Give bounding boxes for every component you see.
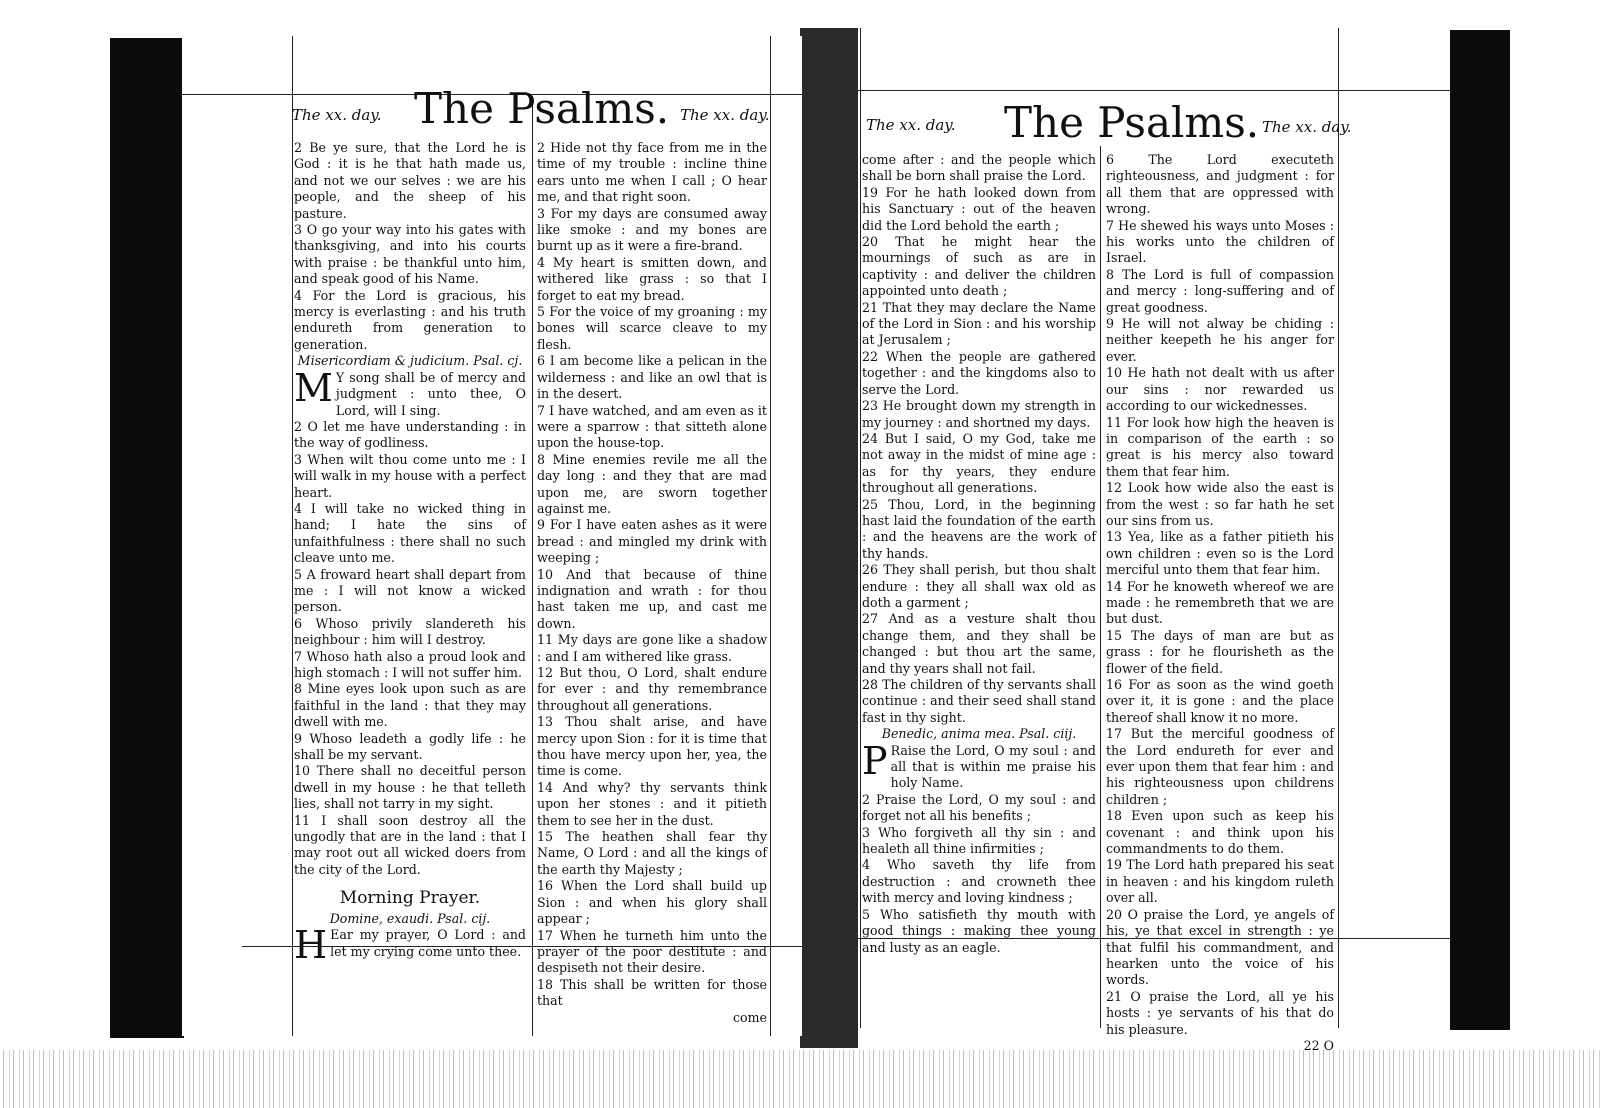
running-head-right: The xx. day. [1262,118,1352,136]
verse: 4 My heart is smitten down, and withered like grass : so that I forget to eat my bread. [537,254,767,303]
verse: 23 He brought down my strength in my journey : and shortned my days. [862,398,1096,430]
column-rule-right [770,36,771,1036]
running-head-left: The xx. day. [866,116,956,134]
verse: 21 That they may declare the Name of the Lord in Sion : and his worship at Jerusalem ; [862,299,1096,348]
verse: 10 And that because of thine indignation and wrath : for thou hast taken me up, and cast me down. [537,566,767,631]
verse: 19 For he hath looked down from his Sanctuary : out of the heaven did the Lord behold the earth ; [862,184,1096,233]
right-column-2 [1106,152,1334,1054]
verse: 5 A froward heart shall depart from me : I will not know a wicked person. [294,566,526,615]
running-head-left: The xx. day. [292,106,382,124]
verse: 14 For he knoweth whereof we are made : he remembreth that we are but dust. [1106,578,1334,627]
verse: 15 The days of man are but as grass : for he flourisheth as the flower of the field. [1106,627,1334,676]
column-rule-middle [532,98,533,1036]
column-rule-outer [292,36,293,1036]
verse: 9 For I have eaten ashes as it were bread : and mingled my drink with weeping ; [537,517,767,566]
verse: 3 Who forgiveth all thy sin : and healeth all thine infirmities ; [862,824,1096,857]
psalm-opening: H Ear my prayer, O Lord : and let my crying come unto thee. [294,923,526,968]
verse: 8 Mine enemies revile me all the day long : and they that are mad upon me, are sworn together against me. [537,451,767,516]
verse: 12 Look how wide also the east is from the west : so far hath he set our sins from us. [1106,480,1334,528]
left-column-2 [537,140,767,1026]
verse: 16 When the Lord shall build up Sion : and when his glory shall appear ; [537,878,767,927]
verse: 11 I shall soon destroy all the ungodly that are in the land : that I may root out all wicked doers from the city of the Lord. [294,812,526,877]
column-rule-middle [1100,146,1101,1028]
verse: 25 Thou, Lord, in the beginning hast laid the foundation of the earth : and the heavens are the work of thy hands. [862,496,1096,561]
verse: 19 The Lord hath prepared his seat in heaven : and his kingdom ruleth over all. [1106,857,1334,906]
drop-cap: H [294,923,328,968]
verse: 16 For as soon as the wind goeth over it, it is gone : and the place thereof shall know it no more. [1106,677,1334,725]
verse: 4 I will take no wicked thing in hand; I hate the sins of unfaithfulness : there shall no such cleave unto me. [294,500,526,566]
verse: 3 O go your way into his gates with thanksgiving, and into his courts with praise : be thankful unto him, and speak good of his Name. [294,222,526,287]
verse: 5 Who satisfieth thy mouth with good things : making thee young and lusty as an eagle. [862,906,1096,955]
drop-cap: P [862,738,888,783]
verse: 11 For look how high the heaven is in comparison of the earth : so great is his mercy also toward them that fear him. [1106,414,1334,479]
column-rule-left [860,28,861,1028]
section-heading: Morning Prayer. [339,888,481,909]
verse: 14 And why? thy servants think upon her stones : and it pitieth them to see her in the dust. [537,779,767,828]
verse: 27 And as a vesture shalt thou change them, and they shall be changed : but thou art the same, and thy years shall not fail. [862,611,1096,676]
psalm-opening: M Y song shall be of mercy and judgment : unto thee, O Lord, will I sing. [294,365,526,418]
verse: 24 But I said, O my God, take me not away in the midst of mine age : as for thy years, they endure throughout all generations. [862,430,1096,496]
verse: 15 The heathen shall fear thy Name, O Lord : and all the kings of the earth thy Majesty ; [537,829,767,877]
verse: come after : and the people which shall be born shall praise the Lord. [862,152,1096,184]
right-column-1 [862,152,1096,956]
catchword: 22 O [1303,1037,1334,1053]
verse: 4 For the Lord is gracious, his mercy is everlasting : and his truth endureth from generation to generation. [294,287,526,352]
verse: 20 O praise the Lord, ye angels of his, ye that excel in strength : ye that fulfil his commandment, and hearken unto the voice of his words. [1106,906,1334,988]
drop-cap: M [294,365,333,410]
page-title: The Psalms. [414,84,670,133]
scan-border-right [1450,30,1510,1030]
verse: 17 But the merciful goodness of the Lord endureth for ever and ever upon them that fear him : and his righteousness upon childrens children ; [1106,726,1334,807]
verse: 2 O let me have understanding : in the way of godliness. [294,418,526,451]
verse: 21 O praise the Lord, all ye his hosts : ye servants of his that do his pleasure. [1106,988,1334,1037]
verse: 6 Whoso privily slandereth his neighbour : him will I destroy. [294,615,526,648]
column-rule-outer [1338,28,1339,1028]
verse: 22 When the people are gathered together : and the kingdoms also to serve the Lord. [862,348,1096,397]
verse: 18 This shall be written for those that [537,976,767,1009]
verse: 20 That he might hear the mournings of such as are in captivity : and deliver the children appointed unto death ; [862,234,1096,299]
verse: 8 The Lord is full of compassion and mercy : long-suffering and of great goodness. [1106,266,1334,315]
psalm-opening: P Raise the Lord, O my soul : and all that is within me praise his holy Name. [862,738,1096,791]
verse: 13 Yea, like as a father pitieth his own children : even so is the Lord merciful unto them that fear him. [1106,529,1334,578]
page-title: The Psalms. [1004,98,1260,147]
verse: 9 Whoso leadeth a godly life : he shall be my servant. [294,730,526,763]
verse: 2 Praise the Lord, O my soul : and forget not all his benefits ; [862,791,1096,824]
verse: 5 For the voice of my groaning : my bones will scarce cleave to my flesh. [537,304,767,352]
psalm-title: Domine, exaudi. Psal. cij. [329,910,491,926]
verse: 7 He shewed his ways unto Moses : his works unto the children of Israel. [1106,217,1334,266]
running-head-right: The xx. day. [680,106,770,124]
verse: 2 Be ye sure, that the Lord he is God : it is he that hath made us, and not we our selves : we are his people, and the sheep of his pasture. [294,140,526,221]
verse: 17 When he turneth him unto the prayer of the poor destitute : and despiseth not their desire. [537,927,767,976]
catchword: come [732,1009,767,1025]
verse: 2 Hide not thy face from me in the time of my trouble : incline thine ears unto me when I call ; O hear me, and that right soon. [537,140,767,205]
verse: 3 For my days are consumed away like smoke : and my bones are burnt up as it were a fire-brand. [537,205,767,254]
verse: 8 Mine eyes look upon such as are faithful in the land : that they may dwell with me. [294,681,526,730]
psalm-title: Benedic, anima mea. Psal. ciij. [881,726,1077,742]
verse: 26 They shall perish, but thou shalt endure : they all shall wax old as doth a garment ; [862,562,1096,610]
verse: 13 Thou shalt arise, and have mercy upon Sion : for it is time that thou have mercy upon her, yea, the time is come. [537,714,767,779]
scan-border-left [110,38,184,1038]
right-page [858,28,1450,1053]
verse: 12 But thou, O Lord, shalt endure for ever : and thy remembrance throughout all generations. [537,665,767,713]
verse: 9 He will not alway be chiding : neither keepeth he his anger for ever. [1106,316,1334,364]
verse: 11 My days are gone like a shadow : and I am withered like grass. [537,632,767,664]
verse: 28 The children of thy servants shall continue : and their seed shall stand fast in thy sight. [862,677,1096,725]
book-gutter [800,28,858,1048]
scan-noise [0,1050,1600,1108]
verse: 6 I am become like a pelican in the wilderness : and like an owl that is in the desert. [537,353,767,402]
verse: 10 There shall no deceitful person dwell in my house : he that telleth lies, shall not tarry in my sight. [294,763,526,812]
verse: 7 I have watched, and am even as it were a sparrow : that sitteth alone upon the house-top. [537,402,767,451]
verse: 4 Who saveth thy life from destruction : and crowneth thee with mercy and loving kindness ; [862,857,1096,906]
verse: 7 Whoso hath also a proud look and high stomach : I will not suffer him. [294,648,526,680]
verse: 6 The Lord executeth righteousness, and judgment : for all them that are oppressed with wrong. [1106,152,1334,217]
verse: 3 When wilt thou come unto me : I will walk in my house with a perfect heart. [294,451,526,500]
left-column-1 [294,140,526,968]
verse: 18 Even upon such as keep his covenant : and think upon his commandments to do them. [1106,808,1334,857]
header-rule [858,90,1450,91]
verse: 10 He hath not dealt with us after our sins : nor rewarded us according to our wickednesses. [1106,365,1334,414]
psalm-title: Misericordiam & judicium. Psal. cj. [297,353,523,369]
left-page [182,36,802,1036]
